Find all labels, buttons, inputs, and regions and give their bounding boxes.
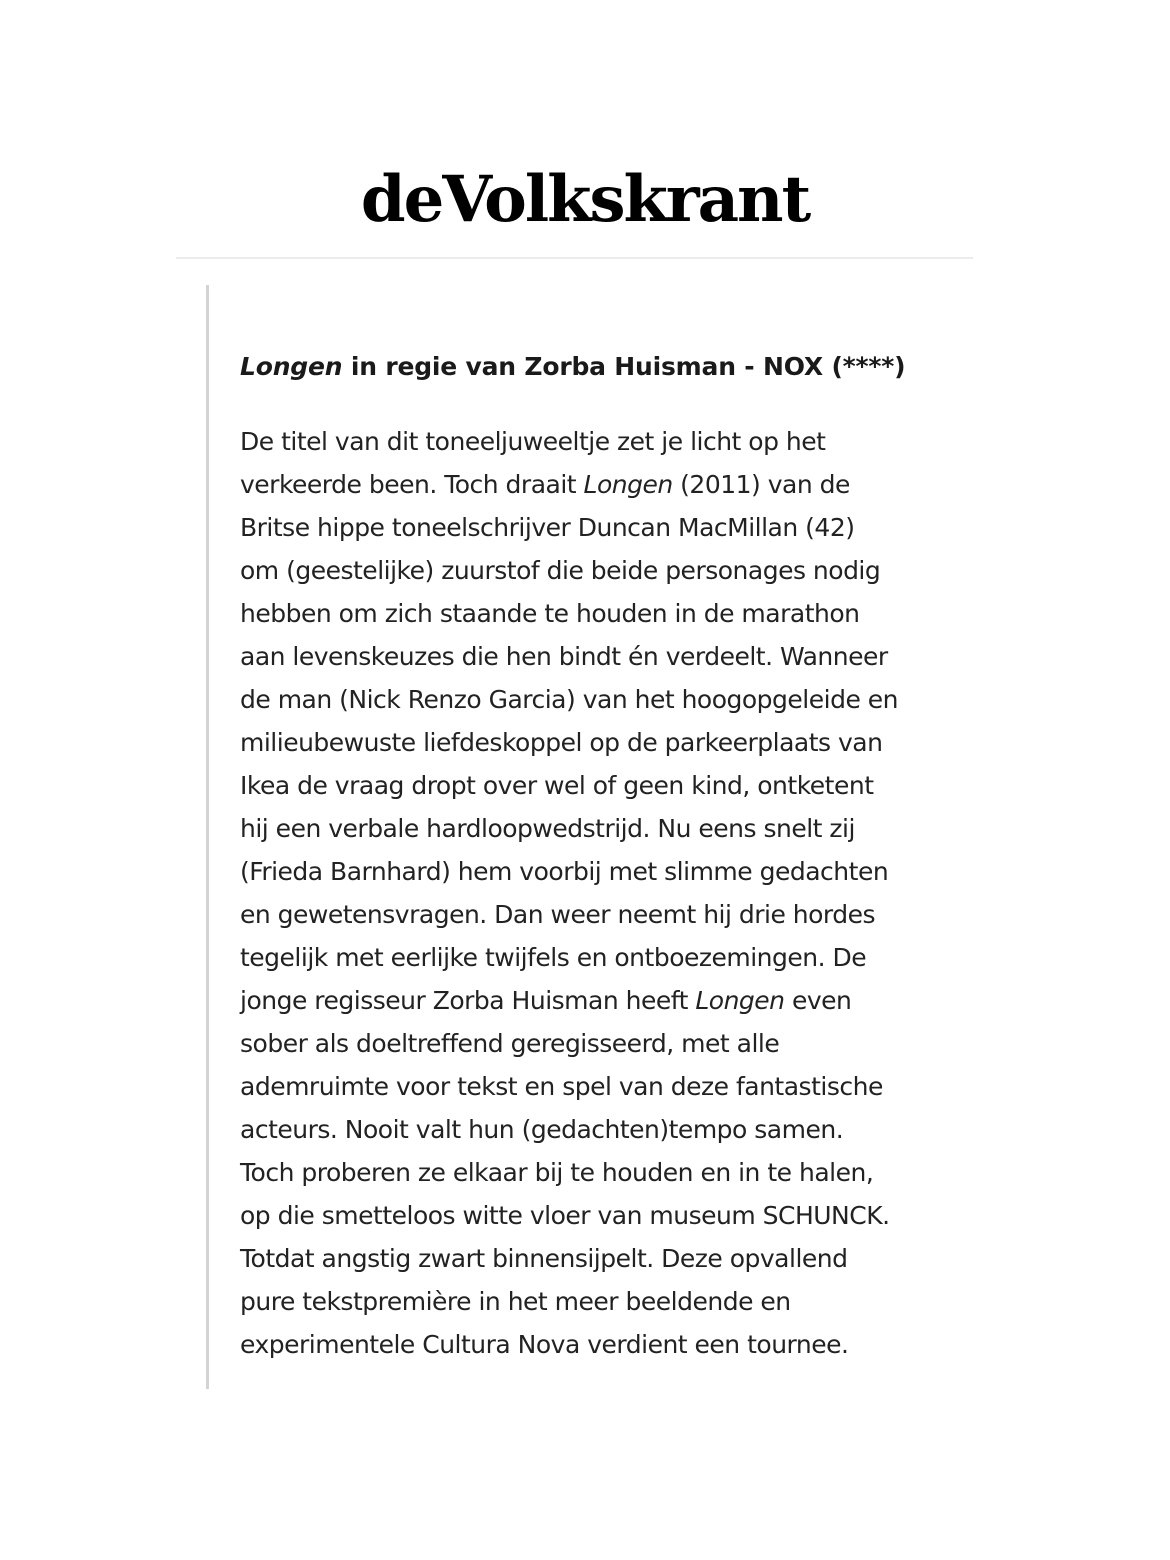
text-segment: Ikea de vraag dropt over wel of geen kind, ontketent (240, 771, 874, 800)
text-segment: ademruimte voor tekst en spel van deze fantastische (240, 1072, 883, 1101)
review-body-line (240, 1194, 960, 1237)
review-body-line (240, 1108, 960, 1151)
quote-bar (206, 285, 209, 1389)
review-body-line (240, 936, 960, 979)
text-segment: sober als doeltreffend geregisseerd, met alle (240, 1029, 780, 1058)
text-segment: jonge regisseur Zorba Huisman heeft (240, 986, 696, 1015)
text-segment: en gewetensvragen. Dan weer neemt hij drie hordes (240, 900, 876, 929)
review-body-line (240, 850, 960, 893)
review-body-line (240, 1065, 960, 1108)
text-segment: pure tekstpremière in het meer beeldende en (240, 1287, 791, 1316)
text-segment: aan levenskeuzes die hen bindt én verdeelt. Wanneer (240, 642, 888, 671)
review-title (240, 347, 960, 387)
review-title-rest: in regie van Zorba Huisman - NOX (****) (342, 352, 906, 381)
review-body-line (240, 463, 960, 506)
review-body-line (240, 1237, 960, 1280)
review-body-line (240, 893, 960, 936)
review-body-line (240, 635, 960, 678)
review-body-line (240, 1022, 960, 1065)
text-segment: (2011) van de (672, 470, 850, 499)
text-segment: (Frieda Barnhard) hem voorbij met slimme gedachten (240, 857, 889, 886)
text-segment: acteurs. Nooit valt hun (gedachten)tempo samen. (240, 1115, 844, 1144)
review-body-line (240, 592, 960, 635)
review-body-line (240, 979, 960, 1022)
review-body-line (240, 506, 960, 549)
text-segment: Totdat angstig zwart binnensijpelt. Deze opvallend (240, 1244, 848, 1273)
text-segment: tegelijk met eerlijke twijfels en ontboezemingen. De (240, 943, 867, 972)
text-segment: experimentele Cultura Nova verdient een tournee. (240, 1330, 849, 1359)
text-segment: even (784, 986, 852, 1015)
newspaper-logo: deVolkskrant (360, 162, 810, 237)
italic-play-name: Longen (583, 470, 673, 499)
text-segment: milieubewuste liefdeskoppel op de parkeerplaats van (240, 728, 883, 757)
text-segment: Toch proberen ze elkaar bij te houden en in te halen, (240, 1158, 874, 1187)
review-body-line (240, 1323, 960, 1366)
text-segment: de man (Nick Renzo Garcia) van het hoogopgeleide en (240, 685, 898, 714)
text-segment: op die smetteloos witte vloer van museum SCHUNCK. (240, 1201, 890, 1230)
review-body-line (240, 764, 960, 807)
review-body-line (240, 420, 960, 463)
text-segment: De titel van dit toneeljuweeltje zet je licht op het (240, 427, 826, 456)
text-segment: verkeerde been. Toch draait (240, 470, 584, 499)
review-body-line (240, 721, 960, 764)
italic-play-name: Longen (695, 986, 785, 1015)
review-body-line (240, 807, 960, 850)
review-body-line (240, 678, 960, 721)
text-segment: Britse hippe toneelschrijver Duncan MacMillan (42) (240, 513, 855, 542)
review-body-line (240, 1280, 960, 1323)
review-body (240, 420, 960, 1366)
review-title-play-name: Longen (240, 352, 343, 381)
review-body-line (240, 1151, 960, 1194)
masthead-divider (176, 257, 973, 259)
text-segment: hebben om zich staande te houden in de marathon (240, 599, 860, 628)
text-segment: hij een verbale hardloopwedstrijd. Nu eens snelt zij (240, 814, 855, 843)
text-segment: om (geestelijke) zuurstof die beide personages nodig (240, 556, 881, 585)
review-body-line (240, 549, 960, 592)
